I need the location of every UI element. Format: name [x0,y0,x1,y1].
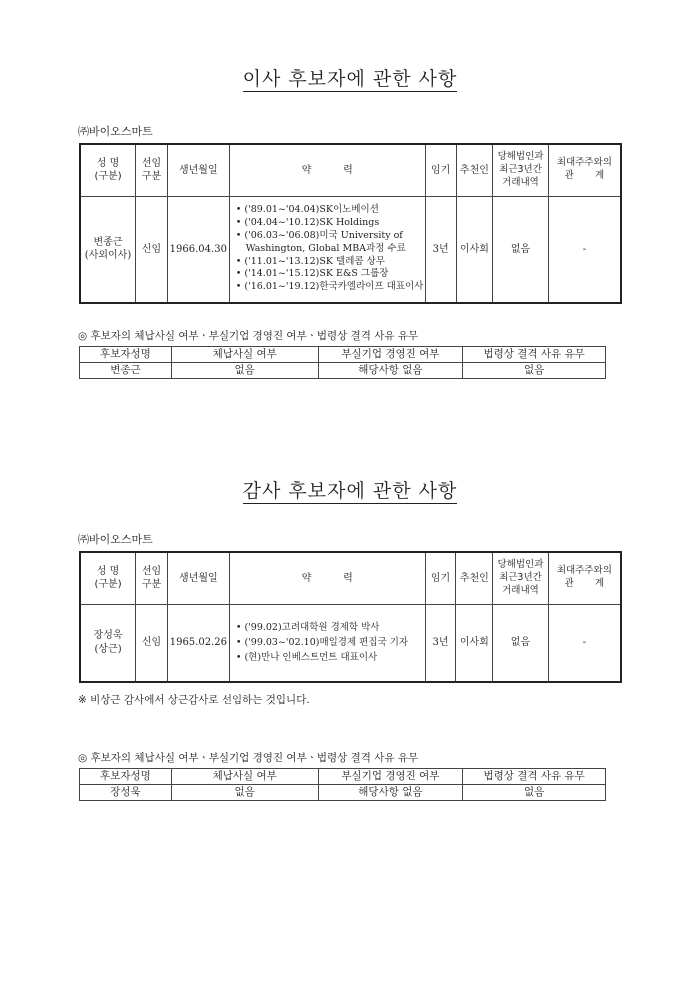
check-header: 법령상 결격 사유 유무 [463,347,606,363]
check-cell: 없음 [463,785,606,801]
candidate-recommender: 이사회 [456,196,493,303]
check-header: 부실기업 경영진 여부 [318,347,463,363]
career-line: • ('04.04~'10.12)SK Holdings [235,217,380,229]
candidate-name: 장성욱 [93,630,123,642]
career-line: • ('99.03~'02.10)매일경제 편집국 기자 [235,637,409,649]
table-header-row [80,144,621,196]
candidate-category: (상근) [94,643,122,655]
check-header: 체납사실 여부 [171,769,318,785]
candidate-name-cell [80,604,136,682]
check-cell: 없음 [463,363,606,379]
director-company-name: ㈜바이오스마트 [78,125,153,138]
candidate-recommender: 이사회 [456,604,493,682]
header-term: 임기 [425,552,456,604]
candidate-birth: 1965.02.26 [167,604,229,682]
auditor-note: ※ 비상근 감사에서 상근감사로 선임하는 것입니다. [78,694,310,706]
header-career: 약 력 [229,552,425,604]
candidate-term: 3년 [425,196,456,303]
candidate-category: (사외이사) [84,250,132,262]
table-row [80,196,621,303]
header-type: 선임 구분 [136,144,168,196]
director-candidate-table [79,143,622,304]
check-header-row [80,347,606,363]
header-name: 성 명 (구분) [80,144,136,196]
auditor-company-name: ㈜바이오스마트 [78,533,153,546]
career-line: • ('99.02)고려대학원 경제학 박사 [235,621,380,633]
header-recommender: 추천인 [456,552,493,604]
check-header: 후보자성명 [80,347,172,363]
header-recommender: 추천인 [456,144,493,196]
career-line: • ('89.01~'04.04)SK이노베이션 [235,204,379,216]
candidate-career [229,604,425,682]
candidate-relation: - [548,604,621,682]
candidate-name: 변종근 [93,236,123,248]
director-section-title: 이사 후보자에 관한 사항 [242,68,458,90]
check-header: 부실기업 경영진 여부 [318,769,463,785]
auditor-check-title: ◎ 후보자의 체납사실 여부ㆍ부실기업 경영진 여부ㆍ법령상 결격 사유 유무 [78,752,419,764]
check-header: 법령상 결격 사유 유무 [463,769,606,785]
header-term: 임기 [425,144,456,196]
director-check-title: ◎ 후보자의 체납사실 여부ㆍ부실기업 경영진 여부ㆍ법령상 결격 사유 유무 [78,330,419,342]
check-cell: 없음 [171,785,318,801]
candidate-type: 신임 [136,604,168,682]
career-line: Washington, Global MBA과정 수료 [245,242,406,254]
check-cell: 해당사항 없음 [318,785,463,801]
table-row [80,363,606,379]
career-line: • (현)만나 인베스트먼트 대표이사 [235,652,378,664]
header-transactions: 당해법인과 최근3년간 거래내역 [493,552,549,604]
check-cell: 변종근 [80,363,172,379]
header-birth: 생년월일 [167,552,229,604]
header-transactions: 당해법인과 최근3년간 거래내역 [493,144,549,196]
candidate-type: 신임 [136,196,168,303]
header-birth: 생년월일 [167,144,229,196]
career-line: • ('06.03~'06.08)미국 University of [235,230,403,242]
candidate-birth: 1966.04.30 [167,196,229,303]
career-line: • ('16.01~'19.12)한국카엘라이프 대표이사 [235,281,424,293]
candidate-transactions: 없음 [493,604,549,682]
check-cell: 해당사항 없음 [318,363,463,379]
director-check-table [79,346,606,379]
header-career: 약 력 [229,144,425,196]
table-row [80,785,606,801]
check-cell: 없음 [171,363,318,379]
candidate-transactions: 없음 [493,196,549,303]
check-header-row [80,769,606,785]
auditor-check-table [79,768,606,801]
header-name: 성 명 (구분) [80,552,136,604]
header-type: 선임 구분 [136,552,168,604]
candidate-career [229,196,425,303]
table-row [80,604,621,682]
career-line: • ('11.01~'13.12)SK 텔레콤 상무 [235,255,385,267]
auditor-section-title: 감사 후보자에 관한 사항 [242,480,458,502]
header-major-shareholder: 최대주주와의 관 계 [548,552,621,604]
table-header-row [80,552,621,604]
auditor-candidate-table [79,551,622,683]
candidate-name-cell [80,196,136,303]
check-header: 후보자성명 [80,769,172,785]
candidate-relation: - [548,196,621,303]
candidate-term: 3년 [425,604,456,682]
header-major-shareholder: 최대주주와의 관 계 [548,144,621,196]
check-cell: 장성욱 [80,785,172,801]
check-header: 체납사실 여부 [171,347,318,363]
career-line: • ('14.01~'15.12)SK E&S 그룹장 [235,268,389,280]
